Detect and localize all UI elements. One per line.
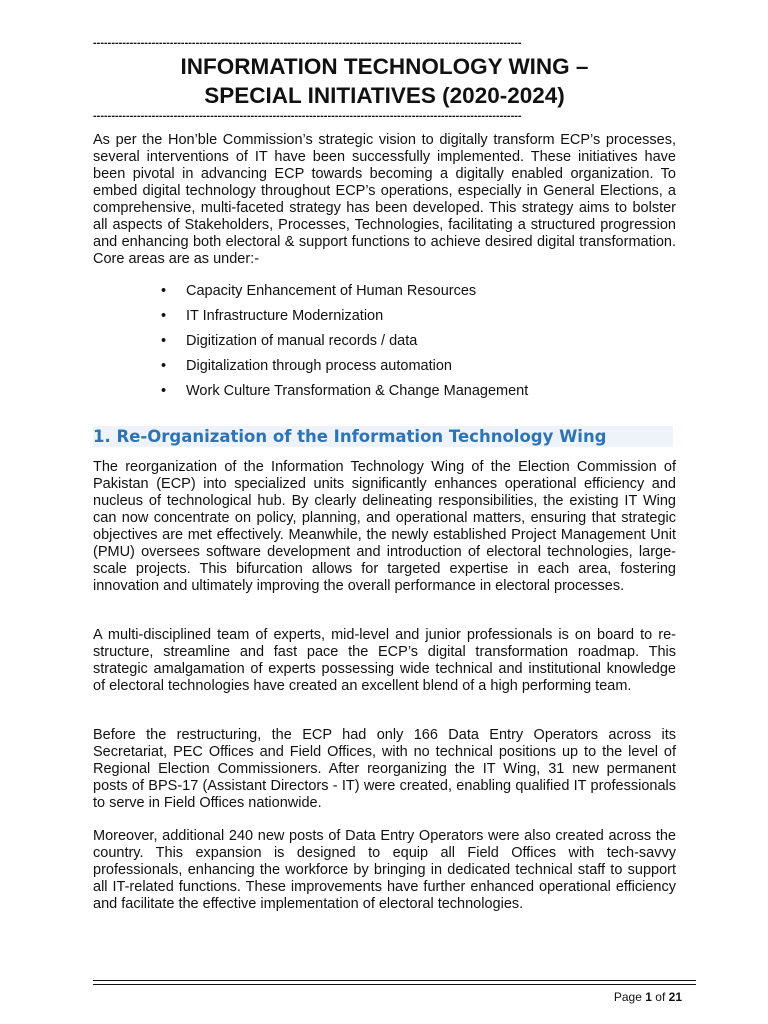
core-areas-list	[161, 283, 528, 408]
title-line-2: SPECIAL INITIATIVES (2020-2024)	[204, 83, 565, 108]
list-item: • Digitalization through process automation	[161, 358, 452, 374]
list-item: • Work Culture Transformation & Change Management	[161, 383, 529, 399]
total-pages: 21	[668, 990, 682, 1004]
body-paragraph: The reorganization of the Information Technology Wing of the Election Commission of Pakistan (ECP) into specialized units significantly enhances operational efficiency and nucleus of technological hub. By clearly delineating responsibilities, the existing IT Wing can now concentrate on policy, planning, and operational matters, ensuring that strategic objectives are met effectively. Meanwhile, the newly established Project Management Unit (PMU) oversees software development and introduction of electoral technologies, large-scale projects. This bifurcation allows for targeted expertise in each area, fostering innovation and ultimately improving the overall performance in electoral processes.	[93, 459, 676, 594]
list-item: • Digitization of manual records / data	[161, 333, 418, 349]
bullet-icon: •	[161, 308, 167, 324]
body-paragraph: Moreover, additional 240 new posts of Data Entry Operators were also created across the country. This expansion is designed to equip all Field Offices with tech-savvy professionals, enhancing the workforce by bringing in dedicated technical staff to support all IT-related functions. These improvements have further enhanced operational efficiency and facilitate the effective implementation of electoral technologies.	[93, 828, 676, 912]
document-title	[93, 52, 676, 110]
intro-paragraph: As per the Hon’ble Commission’s strategic vision to digitally transform ECP’s processes, several interventions of IT have been successfully implemented. These initiatives have been pivotal in advancing ECP towards becoming a digitally enabled organization. To embed digital technology throughout ECP’s operations, especially in General Elections, a comprehensive, multi-faceted strategy has been developed. This strategy aims to bolster all aspects of Stakeholders, Processes, Technologies, facilitating a structured progression and enhancing both electoral & support functions to achieve desired digital transformation. Core areas are as under:-	[93, 132, 676, 267]
list-item: • Capacity Enhancement of Human Resources	[161, 283, 477, 299]
body-paragraph: Before the restructuring, the ECP had only 166 Data Entry Operators across its Secretariat, PEC Offices and Field Offices, with no technical positions up to the level of Regional Election Commissioners. After reorganizing the IT Wing, 31 new permanent posts of BPS-17 (Assistant Directors - IT) were created, enabling qualified IT professionals to serve in Field Offices nationwide.	[93, 727, 676, 811]
footer-divider	[93, 984, 696, 985]
bullet-icon: •	[161, 283, 167, 299]
top-dash-rule: ---------------------------------------------------------------------------------------------------------------------	[93, 37, 522, 49]
page-number: Page 1 of 21	[613, 990, 682, 1004]
bullet-icon: •	[161, 383, 167, 399]
body-paragraph: A multi-disciplined team of experts, mid-level and junior professionals is on board to re-structure, streamline and fast pace the ECP’s digital transformation roadmap. This strategic amalgamation of experts possessing wide technical and institutional knowledge of electoral technologies have created an excellent blend of a high performing team.	[93, 627, 676, 694]
bullet-icon: •	[161, 333, 167, 349]
bottom-dash-rule: ---------------------------------------------------------------------------------------------------------------------	[93, 110, 522, 122]
bullet-icon: •	[161, 358, 167, 374]
title-line-1: INFORMATION TECHNOLOGY WING –	[180, 54, 589, 79]
section-heading: 1. Re-Organization of the Information Technology Wing	[93, 426, 673, 447]
current-page: 1	[645, 990, 652, 1004]
list-item: • IT Infrastructure Modernization	[161, 308, 384, 324]
footer-divider	[93, 980, 696, 981]
